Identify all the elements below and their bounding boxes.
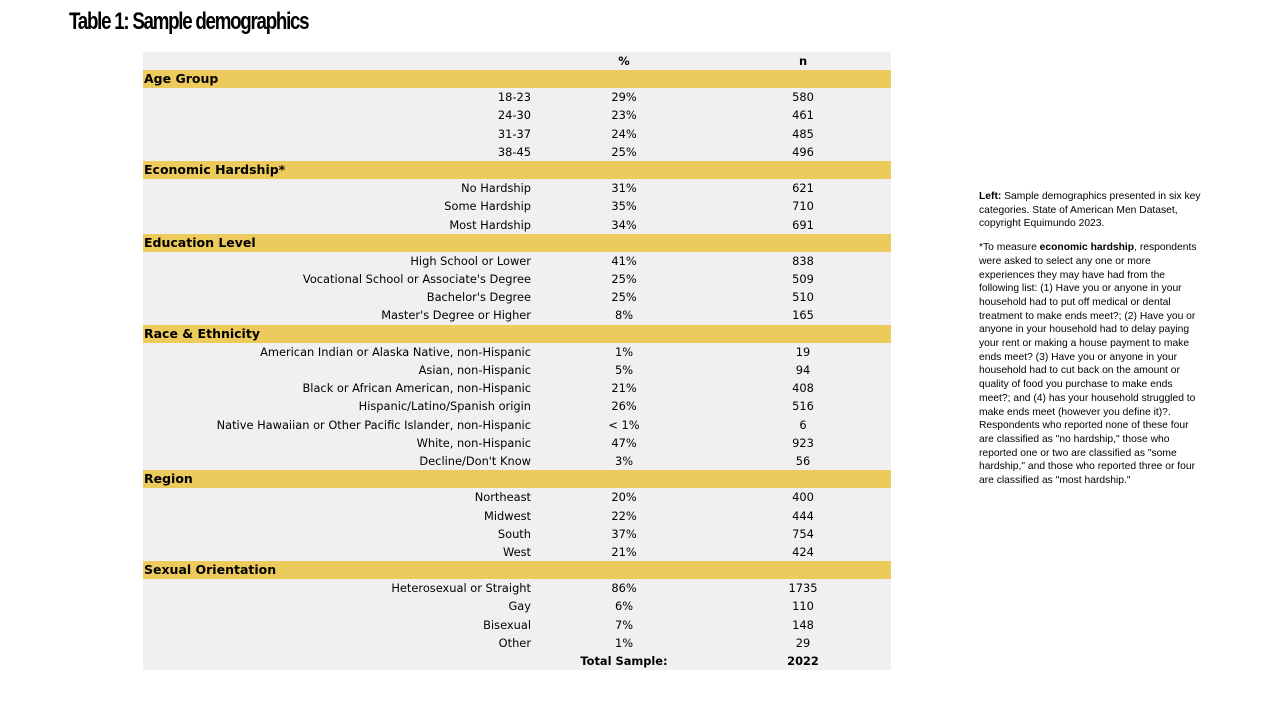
row-percent: 20% (611, 490, 637, 505)
row-count: 56 (795, 453, 811, 468)
row-label: South (497, 526, 531, 541)
row-count: 509 (792, 272, 814, 287)
hardship-note (979, 241, 1203, 488)
row-count: 408 (792, 381, 814, 396)
table-row (143, 525, 891, 543)
table-row (143, 597, 891, 615)
row-label: Bisexual (483, 617, 531, 632)
table-row (143, 106, 891, 124)
table-row (143, 416, 891, 434)
category-row (143, 161, 891, 179)
row-count: 6 (799, 417, 807, 432)
row-count: 754 (792, 526, 814, 541)
row-count: 444 (792, 508, 814, 523)
hardship-note-bold: economic hardship (1039, 242, 1135, 254)
table-row (143, 270, 891, 288)
side-note (979, 190, 1203, 498)
category-row (143, 470, 891, 488)
demographics-table (143, 52, 891, 670)
caption-paragraph (979, 190, 1203, 231)
category-label: Race & Ethnicity (144, 325, 260, 341)
table-row (143, 252, 891, 270)
header-pct: % (618, 54, 630, 68)
row-label: High School or Lower (410, 253, 531, 268)
row-label: Midwest (484, 508, 531, 523)
table-row (143, 634, 891, 652)
row-label: 18-23 (497, 90, 531, 105)
table-row (143, 143, 891, 161)
category-label: Education Level (144, 234, 256, 250)
caption-bold: Left: (979, 191, 1002, 202)
category-row (143, 70, 891, 88)
row-label: Some Hardship (444, 199, 531, 214)
row-count: 110 (792, 599, 814, 614)
row-label: Decline/Don't Know (419, 453, 531, 468)
row-count: 621 (792, 181, 814, 196)
table-header-row (143, 52, 891, 70)
row-label: Vocational School or Associate's Degree (302, 272, 531, 287)
row-percent: 29% (611, 90, 637, 105)
table-row (143, 197, 891, 215)
row-percent: 31% (611, 181, 637, 196)
hardship-note-text: , respondents were asked to select any one or more experiences they may have had from the following list: (1) Have you or anyone in your household had to put off medical or dental treatment to make ends meet?; (2) Have you or anyone in your household had to delay paying your rent or making a house payment to make ends meet? (3) Have you or anyone in your household had to cut back on the amount or quality of food you purchase to make ends meet?; and (4) has your household struggled to make ends meet (however you define it)?. Respondents who reported none of these four are classified as "no hardship," those who reported one or two are classified as "some hardship," and those who reported three or four are classified as "most hardship." (979, 242, 1197, 487)
row-percent: 37% (611, 526, 637, 541)
category-row (143, 561, 891, 579)
row-count: 691 (792, 217, 814, 232)
row-percent: 25% (611, 290, 637, 305)
category-row (143, 325, 891, 343)
row-label: Black or African American, non-Hispanic (302, 381, 531, 396)
row-count: 29 (795, 635, 811, 650)
row-percent: 22% (611, 508, 637, 523)
table-row (143, 434, 891, 452)
row-label: Hispanic/Latino/Spanish origin (358, 399, 531, 414)
row-count: 510 (792, 290, 814, 305)
row-percent: 24% (611, 126, 637, 141)
row-label: Northeast (474, 490, 531, 505)
row-count: 580 (792, 90, 814, 105)
row-percent: 1% (614, 635, 634, 650)
page-title: Table 1: Sample demographics (69, 8, 309, 35)
row-count: 94 (795, 363, 811, 377)
row-count: 461 (792, 108, 814, 123)
table-row (143, 88, 891, 106)
table-row (143, 397, 891, 415)
table-row (143, 543, 891, 561)
caption-text: Sample demographics presented in six key categories. State of American Men Dataset, copyright Equimundo 2023. (979, 191, 1201, 230)
row-percent: 5% (614, 363, 634, 377)
table-row (143, 379, 891, 397)
row-percent: 41% (611, 253, 637, 268)
category-label: Sexual Orientation (144, 562, 277, 578)
row-count: 165 (792, 308, 814, 323)
table-row (143, 343, 891, 361)
row-label: West (502, 544, 531, 559)
table-row (143, 216, 891, 234)
row-label: Other (498, 635, 531, 650)
row-count: 923 (792, 435, 814, 450)
table-row (143, 507, 891, 525)
total-value: 2022 (787, 654, 819, 668)
row-percent: 86% (611, 581, 637, 596)
row-count: 400 (792, 490, 814, 505)
row-count: 496 (792, 144, 814, 159)
row-count: 485 (792, 126, 814, 141)
row-label: 31-37 (497, 126, 531, 141)
table-row (143, 179, 891, 197)
row-percent: 25% (611, 144, 637, 159)
row-percent: 23% (611, 108, 637, 123)
total-label: Total Sample: (580, 654, 668, 668)
row-percent: 21% (611, 381, 637, 396)
category-label: Region (144, 471, 193, 487)
table-row (143, 579, 891, 597)
row-label: Master's Degree or Higher (381, 308, 531, 323)
row-percent: 34% (611, 217, 637, 232)
row-label: No Hardship (461, 181, 531, 196)
table-row (143, 452, 891, 470)
row-percent: < 1% (608, 417, 640, 432)
row-count: 19 (795, 344, 811, 359)
table-row (143, 306, 891, 324)
row-label: American Indian or Alaska Native, non-Hispanic (260, 344, 531, 359)
total-row (143, 652, 891, 670)
table-row (143, 288, 891, 306)
row-count: 710 (792, 199, 814, 214)
row-label: Asian, non-Hispanic (418, 363, 531, 377)
row-percent: 35% (611, 199, 637, 214)
row-percent: 25% (611, 272, 637, 287)
row-label: 38-45 (497, 144, 531, 159)
row-label: Bachelor's Degree (426, 290, 531, 305)
row-count: 516 (792, 399, 814, 414)
row-percent: 6% (614, 599, 634, 614)
table-row (143, 361, 891, 379)
row-label: 24-30 (497, 108, 531, 123)
row-percent: 8% (614, 308, 634, 323)
row-count: 838 (792, 253, 814, 268)
row-percent: 47% (611, 435, 637, 450)
row-count: 1735 (788, 581, 818, 596)
row-label: Gay (508, 599, 531, 614)
row-count: 424 (792, 544, 814, 559)
row-count: 148 (792, 617, 814, 632)
category-label: Age Group (144, 71, 219, 86)
row-percent: 1% (614, 344, 634, 359)
header-n: n (798, 54, 808, 68)
row-percent: 3% (614, 453, 634, 468)
table-row (143, 488, 891, 506)
row-percent: 7% (614, 617, 634, 632)
row-percent: 21% (611, 544, 637, 559)
table-row (143, 616, 891, 634)
category-label: Economic Hardship* (144, 161, 286, 177)
row-label: Heterosexual or Straight (391, 581, 531, 596)
row-label: Most Hardship (449, 217, 531, 232)
row-label: White, non-Hispanic (416, 435, 531, 450)
row-label: Native Hawaiian or Other Pacific Islander, non-Hispanic (216, 417, 531, 432)
row-percent: 26% (611, 399, 637, 414)
category-row (143, 234, 891, 252)
table-row (143, 125, 891, 143)
hardship-note-pre: *To measure (979, 242, 1040, 254)
